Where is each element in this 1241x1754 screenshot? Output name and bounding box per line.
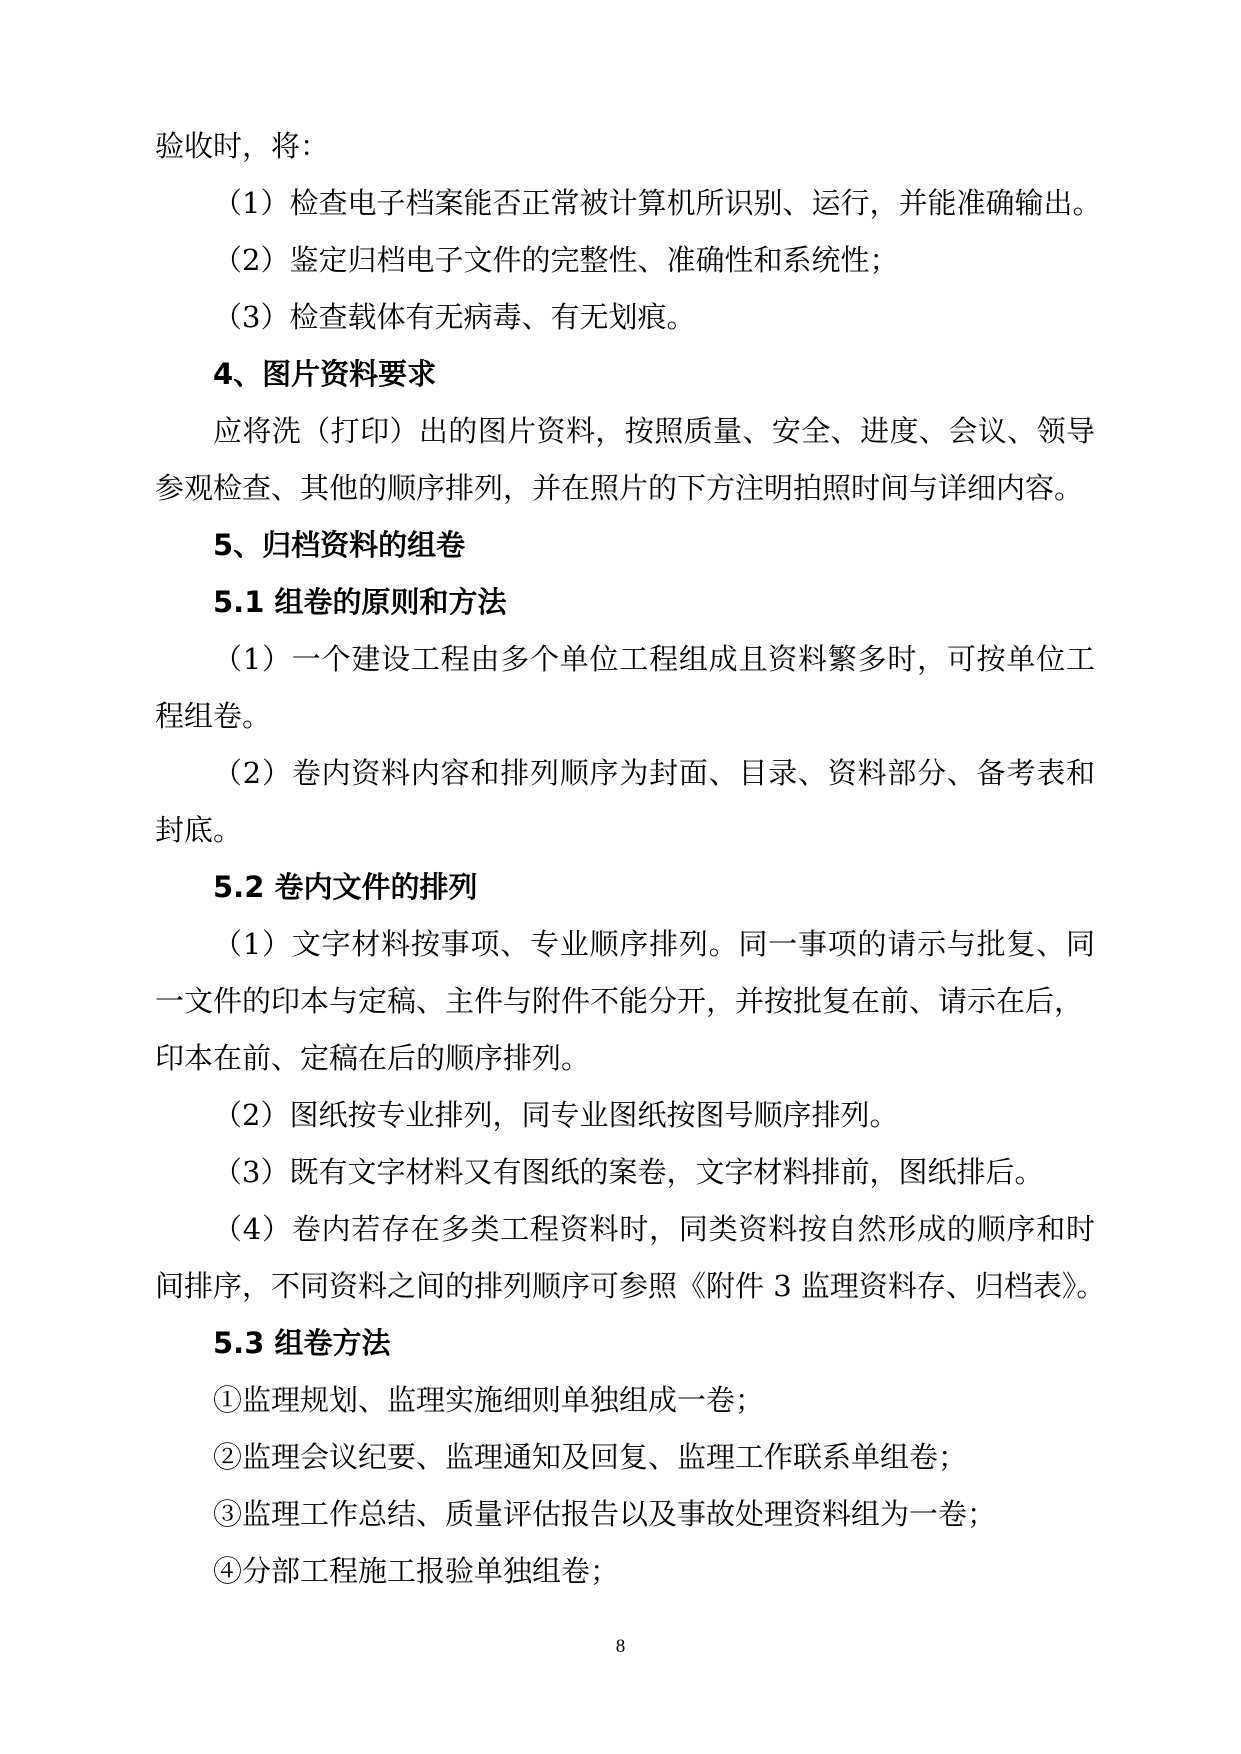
- list-item: （2）卷内资料内容和排列顺序为封面、目录、资料部分、备考表和: [213, 756, 1095, 790]
- subsection-heading: 5.3 组卷方法: [213, 1326, 391, 1360]
- page-number: 8: [615, 1636, 626, 1657]
- list-item: （4）卷内若存在多类工程资料时，同类资料按自然形成的顺序和时: [213, 1212, 1095, 1246]
- paragraph-line: 印本在前、定稿在后的顺序排列。: [155, 1041, 591, 1075]
- paragraph-line: 一文件的印本与定稿、主件与附件不能分开，并按批复在前、请示在后，: [155, 984, 1084, 1018]
- subsection-heading: 5.1 组卷的原则和方法: [213, 585, 507, 619]
- list-item: （3）检查载体有无病毒、有无划痕。: [213, 300, 696, 334]
- subsection-heading: 5.2 卷内文件的排列: [213, 870, 478, 904]
- paragraph-line: 间排序，不同资料之间的排列顺序可参照《附件 3 监理资料存、归档表》。: [155, 1269, 1106, 1303]
- paragraph-line: 封底。: [155, 813, 243, 847]
- list-item: （1）一个建设工程由多个单位工程组成且资料繁多时，可按单位工: [213, 642, 1095, 676]
- paragraph-line: 程组卷。: [155, 699, 272, 733]
- paragraph-line: 应将洗（打印）出的图片资料，按照质量、安全、进度、会议、领导: [213, 414, 1095, 448]
- list-item: （1）文字材料按事项、专业顺序排列。同一事项的请示与批复、同: [213, 927, 1095, 961]
- paragraph-line: 验收时，将：: [155, 129, 330, 163]
- list-item: ④分部工程施工报验单独组卷；: [213, 1554, 620, 1588]
- list-item: ③监理工作总结、质量评估报告以及事故处理资料组为一卷；: [213, 1497, 997, 1531]
- paragraph-line: 参观检查、其他的顺序排列，并在照片的下方注明拍照时间与详细内容。: [155, 471, 1084, 505]
- list-item: （1）检查电子档案能否正常被计算机所识别、运行，并能准确输出。: [213, 186, 1102, 220]
- section-heading: 4、图片资料要求: [213, 357, 437, 391]
- list-item: （2）图纸按专业排列，同专业图纸按图号顺序排列。: [213, 1098, 899, 1132]
- list-item: （2）鉴定归档电子文件的完整性、准确性和系统性；: [213, 243, 899, 277]
- section-heading: 5、归档资料的组卷: [213, 528, 466, 562]
- document-body: [155, 118, 1106, 1600]
- list-item: （3）既有文字材料又有图纸的案卷，文字材料排前，图纸排后。: [213, 1155, 1044, 1189]
- list-item: ②监理会议纪要、监理通知及回复、监理工作联系单组卷；: [213, 1440, 968, 1474]
- list-item: ①监理规划、监理实施细则单独组成一卷；: [213, 1383, 765, 1417]
